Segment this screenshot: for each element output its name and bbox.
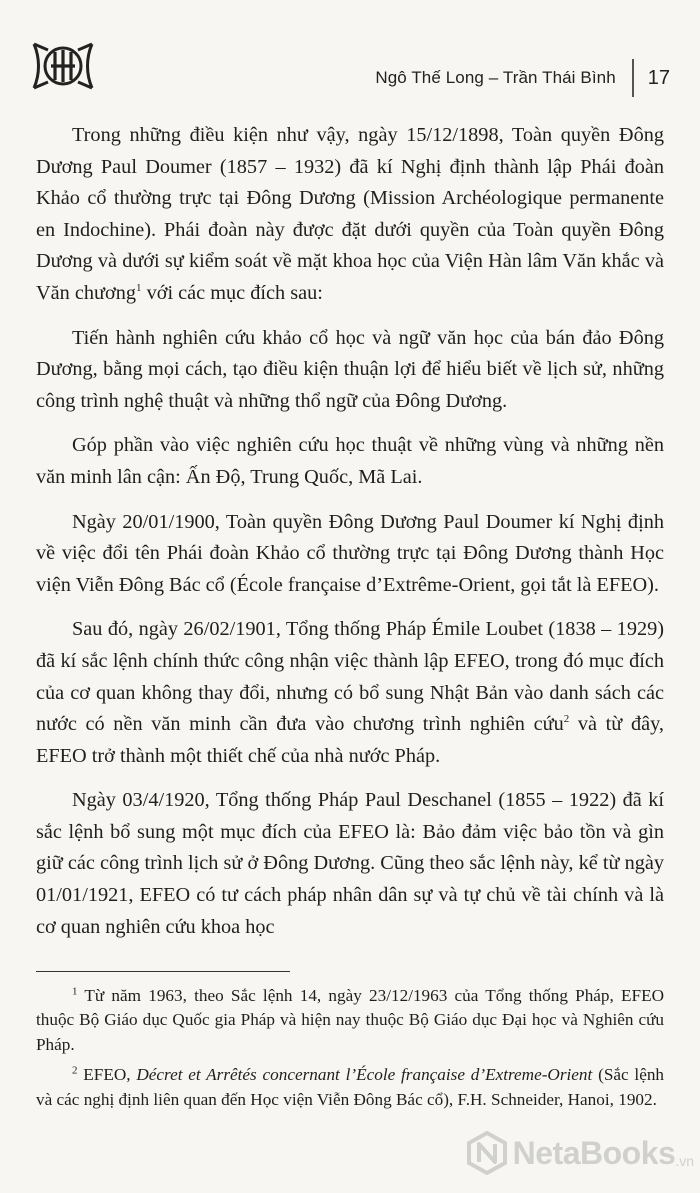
netabooks-logo-icon xyxy=(465,1131,509,1175)
footnote-ref-2: 2 xyxy=(563,713,570,726)
publisher-emblem-logo xyxy=(30,38,96,94)
footnote-2: $^2$ EFEO, Décret et Arrêtés concernant l’École française d’Extreme-Orient (Sắc lệnh và các nghị định liên quan đến Học viện Viễn Đông Bác cổ), F.H. Schneider, Hanoi, 1902. xyxy=(36,1064,665,1109)
running-header-authors: Ngô Thế Long – Trần Thái Bình xyxy=(375,68,616,87)
footnote-number-2: 2 xyxy=(72,1064,78,1077)
footnote-ref-1: 1 xyxy=(136,282,142,295)
running-header xyxy=(375,58,670,98)
page-number: 17 xyxy=(647,66,670,89)
footnote-1: $^1$ Từ năm 1963, theo Sắc lệnh 14, ngày 23/12/1963 của Tổng thống Pháp, EFEO thuộc Bộ Giáo dục Quốc gia Pháp và hiện nay thuộc Bộ Giáo dục Đại học và Nghiên cứu Pháp. xyxy=(36,985,664,1054)
footnotes xyxy=(36,984,664,1118)
paragraph-3: Góp phần vào việc nghiên cứu học thuật về những vùng và những nền văn minh lân cận: Ấn Độ, Trung Quốc, Mã Lai. xyxy=(36,434,664,488)
paragraph-1: Trong những điều kiện như vậy, ngày 15/12/1898, Toàn quyền Đông Dương Paul Doumer (1857 – 1932) đã kí Nghị định thành lập Phái đoàn Khảo cổ thường trực tại Đông Dương (Mission Archéologique permanente en Indochine). Phái đoàn này được đặt dưới quyền của Toàn quyền Đông Dương và dưới sự kiểm soát về mặt khoa học của Viện Hàn lâm Văn khắc và Văn chương$^1$ với các mục đích sau: xyxy=(36,124,664,304)
footnote-number-1: 1 xyxy=(72,985,78,998)
footnote-separator xyxy=(36,971,290,972)
netabooks-watermark xyxy=(465,1131,694,1175)
cited-title: Décret et Arrêtés concernant l’École française d’Extreme-Orient xyxy=(136,1065,593,1085)
paragraph-2: Tiến hành nghiên cứu khảo cổ học và ngữ văn học của bán đảo Đông Dương, bằng mọi cách, tạo điều kiện thuận lợi để hiểu biết về lịch sử, những công trình nghệ thuật và những thổ ngữ của Đông Dương. xyxy=(36,326,664,412)
paragraph-5: Sau đó, ngày 26/02/1901, Tổng thống Pháp Émile Loubet (1838 – 1929) đã kí sắc lệnh chính thức công nhận việc thành lập EFEO, trong đó mục đích của cơ quan không thay đổi, nhưng có bổ sung Nhật Bản vào danh sách các nước có nền văn minh cần đưa vào chương trình nghiên cứu$^2$ và từ đây, EFEO trở thành một thiết chế của nhà nước Pháp. xyxy=(36,618,664,767)
paragraph-6: Ngày 03/4/1920, Tổng thống Pháp Paul Deschanel (1855 – 1922) đã kí sắc lệnh bổ sung một mục đích của EFEO là: Bảo đảm việc bảo tồn và gìn giữ các công trình lịch sử ở Đông Dương. Cũng theo sắc lệnh này, kể từ ngày 01/01/1921, EFEO có tư cách pháp nhân dân sự và tự chủ về tài chính và là cơ quan nghiên cứu khoa học xyxy=(36,789,664,938)
header-divider xyxy=(632,59,634,97)
watermark-brand: NetaBooks xyxy=(512,1134,676,1171)
watermark-tld: .vn xyxy=(675,1153,694,1169)
paragraph-4: Ngày 20/01/1900, Toàn quyền Đông Dương Paul Doumer kí Nghị định về việc đổi tên Phái đoàn Khảo cổ thường trực tại Đông Dương thành Học viện Viễn Đông Bác cổ (École française d’Extrême-Orient, gọi tắt là EFEO). xyxy=(36,510,664,596)
body-text xyxy=(36,120,664,956)
